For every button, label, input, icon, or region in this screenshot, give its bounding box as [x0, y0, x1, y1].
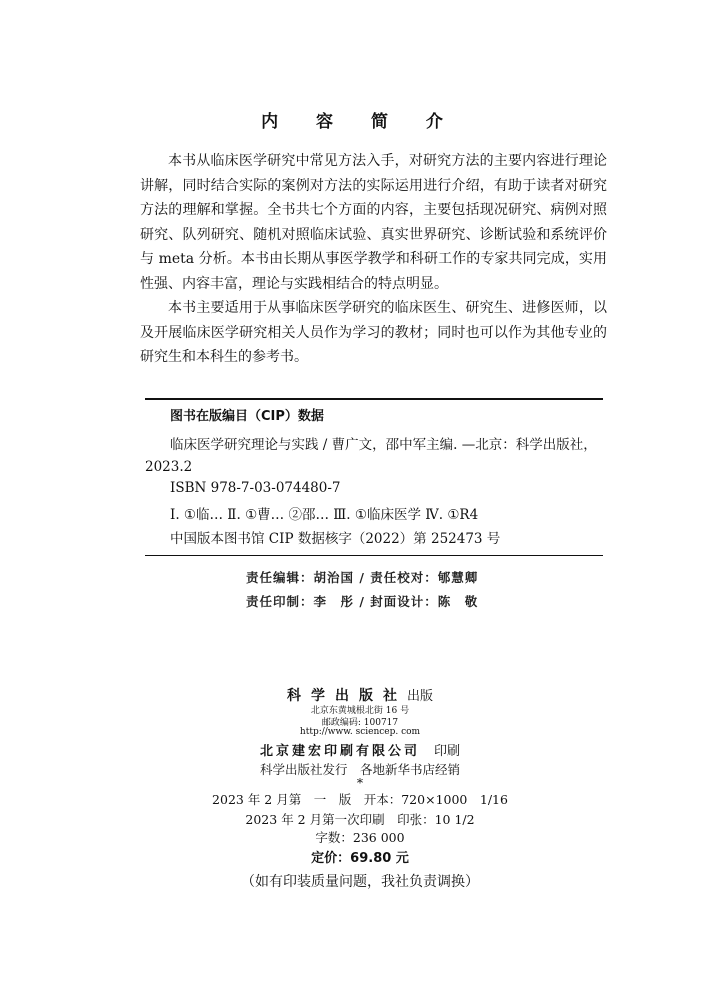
summary-text [140, 149, 607, 370]
printer-suffix: 印刷 [434, 744, 461, 759]
cip-record-number: 中国版本图书馆 CIP 数据核字（2022）第 252473 号 [170, 531, 501, 547]
cip-description: 临床医学研究理论与实践 / 曹广文，邵中军主编. —北京：科学出版社，2023.2 [145, 437, 597, 475]
cip-top-rule [145, 398, 603, 400]
publisher-address: 北京东黄城根北街 16 号 [310, 706, 410, 716]
summary-paragraph-1: 本书从临床医学研究中常见方法入手，对研究方法的主要内容进行理论讲解，同时结合实际的案例对方法的实际运用进行介绍，有助于读者对研究方法的理解和掌握。全书共七个方面的内容，主要包括现况研究、病例对照研究、队列研究、随机对照临床试验、真实世界研究、诊断试验和系统评价与 meta 分析。本书由长期从事医学教学和科研工作的专家共同完成，实用性强、内容丰富，理论与实践相结合的特点明显。 [140, 153, 607, 292]
price-label: 定价：69.80 元 [311, 851, 409, 866]
publisher-line [0, 685, 720, 705]
cip-isbn: ISBN 978-7-03-074480-7 [170, 480, 341, 496]
printer-line [0, 740, 720, 759]
separator-star: * [356, 775, 364, 790]
publisher-postcode: 邮政编码: 100717 [321, 718, 399, 728]
distribution-line: 科学出版社发行 各地新华书店经销 [259, 762, 460, 777]
production-credits: 责任印制：李 彤 / 封面设计：陈 敬 [246, 594, 479, 609]
cip-classification: Ⅰ. ①临… Ⅱ. ①曹… ②邵… Ⅲ. ①临床医学 Ⅳ. ①R4 [170, 507, 479, 523]
edition-line-2: 2023 年 2 月第一次印刷 印张：10 1/2 [245, 812, 475, 827]
edition-line-1: 2023 年 2 月第 一 版 开本：720×1000 1/16 [212, 792, 508, 807]
publisher-website: http://www. sciencep. com [299, 727, 421, 737]
cip-heading: 图书在版编目（CIP）数据 [170, 409, 324, 424]
summary-paragraph-2: 本书主要适用于从事临床医学研究的临床医生、研究生、进修医师，以及开展临床医学研究相关人员作为学习的教材；同时也可以作为其他专业的研究生和本科生的参考书。 [140, 300, 607, 365]
editor-credits: 责任编辑：胡治国 / 责任校对：郇慧卿 [246, 570, 479, 585]
printer-name: 北京建宏印刷有限公司 [259, 744, 420, 759]
publisher-suffix: 出版 [406, 689, 433, 704]
publisher-name: 科学出版社 [286, 688, 407, 704]
word-count: 字数：236 000 [315, 830, 405, 845]
page-title: 内 容 简 介 [261, 112, 459, 132]
quality-note: （如有印装质量问题，我社负责调换） [241, 874, 479, 890]
cip-bottom-rule [145, 555, 603, 556]
